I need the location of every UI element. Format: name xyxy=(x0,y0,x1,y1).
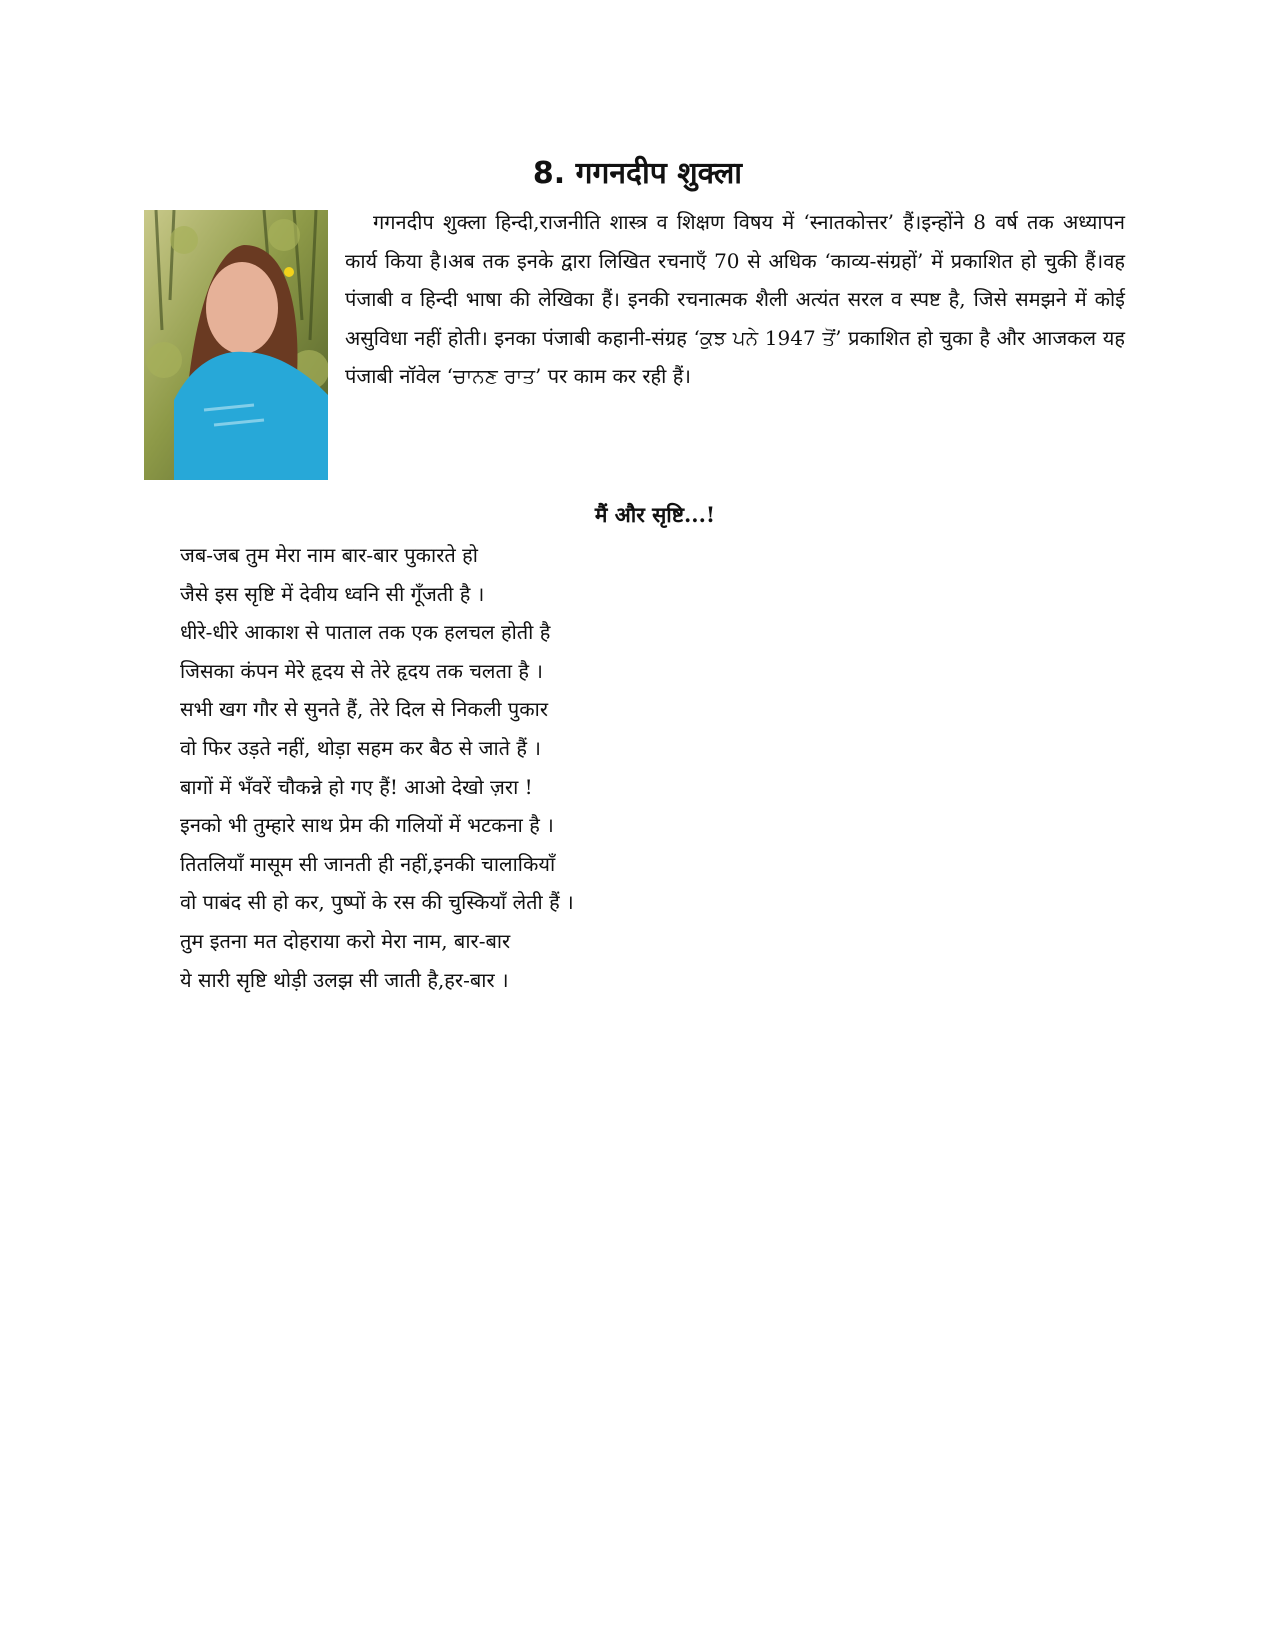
poem-line: वो पाबंद सी हो कर, पुष्पों के रस की चुस्कियाँ लेती हैं । xyxy=(180,890,574,915)
author-photo xyxy=(144,210,328,480)
poem-line: जब-जब तुम मेरा नाम बार-बार पुकारते हो xyxy=(180,543,478,567)
face xyxy=(206,262,278,354)
poem-line: धीरे-धीरे आकाश से पाताल तक एक हलचल होती है xyxy=(180,620,551,645)
poem-body xyxy=(180,536,574,999)
poem-line: वो फिर उड़ते नहीं, थोड़ा सहम कर बैठ से जाते हैं । xyxy=(180,735,541,760)
poem-line: जिसका कंपन मेरे हृदय से तेरे हृदय तक चलता है । xyxy=(180,658,543,683)
poem-line: तुम इतना मत दोहराया करो मेरा नाम, बार-बार xyxy=(180,928,511,953)
poem-title: मैं और सृष्टि...! xyxy=(594,502,716,527)
poem-line: सभी खग गौर से सुनते हैं, तेरे दिल से निकली पुकार xyxy=(180,697,549,722)
poem-line: इनको भी तुम्हारे साथ प्रेम की गलियों में भटकना है । xyxy=(180,813,554,838)
hair-flower xyxy=(284,267,294,277)
poem-line: ये सारी सृष्टि थोड़ी उलझ सी जाती है,हर-बार । xyxy=(180,967,509,992)
author-bio: गगनदीप शुक्ला हिन्दी,राजनीति शास्त्र व शिक्षण विषय में ‘स्नातकोत्तर’ हैं।इन्होंने 8 वर्ष तक अध्यापन कार्य किया है।अब तक इनके द्वारा लिखित रचनाएँ 70 से अधिक ‘काव्य-संग्रहों’ में प्रकाशित हो चुकी हैं।वह पंजाबी व हिन्दी भाषा की लेखिका हैं। इनकी रचनात्मक शैली अत्यंत सरल व स्पष्ट है, जिसे समझने में कोई असुविधा नहीं होती। इनका पंजाबी कहानी-संग्रह ‘ਕੁਝ ਪਨੇ 1947 ਤੋਂ’ प्रकाशित हो चुका है और आजकल यह पंजाबी नॉवेल ‘ਚਾਨਣ ਰਾਤ’ पर काम कर रही हैं। xyxy=(345,210,1125,388)
poem-line: तितलियाँ मासूम सी जानती ही नहीं,इनकी चालाकियाँ xyxy=(180,851,556,876)
poem-line: बागों में भँवरें चौकन्ने हो गए हैं! आओ देखो ज़रा ! xyxy=(180,774,533,799)
page-title: 8. गगनदीप शुक्ला xyxy=(532,156,743,191)
poem-line: जैसे इस सृष्टि में देवीय ध्वनि सी गूँजती है । xyxy=(180,581,485,606)
